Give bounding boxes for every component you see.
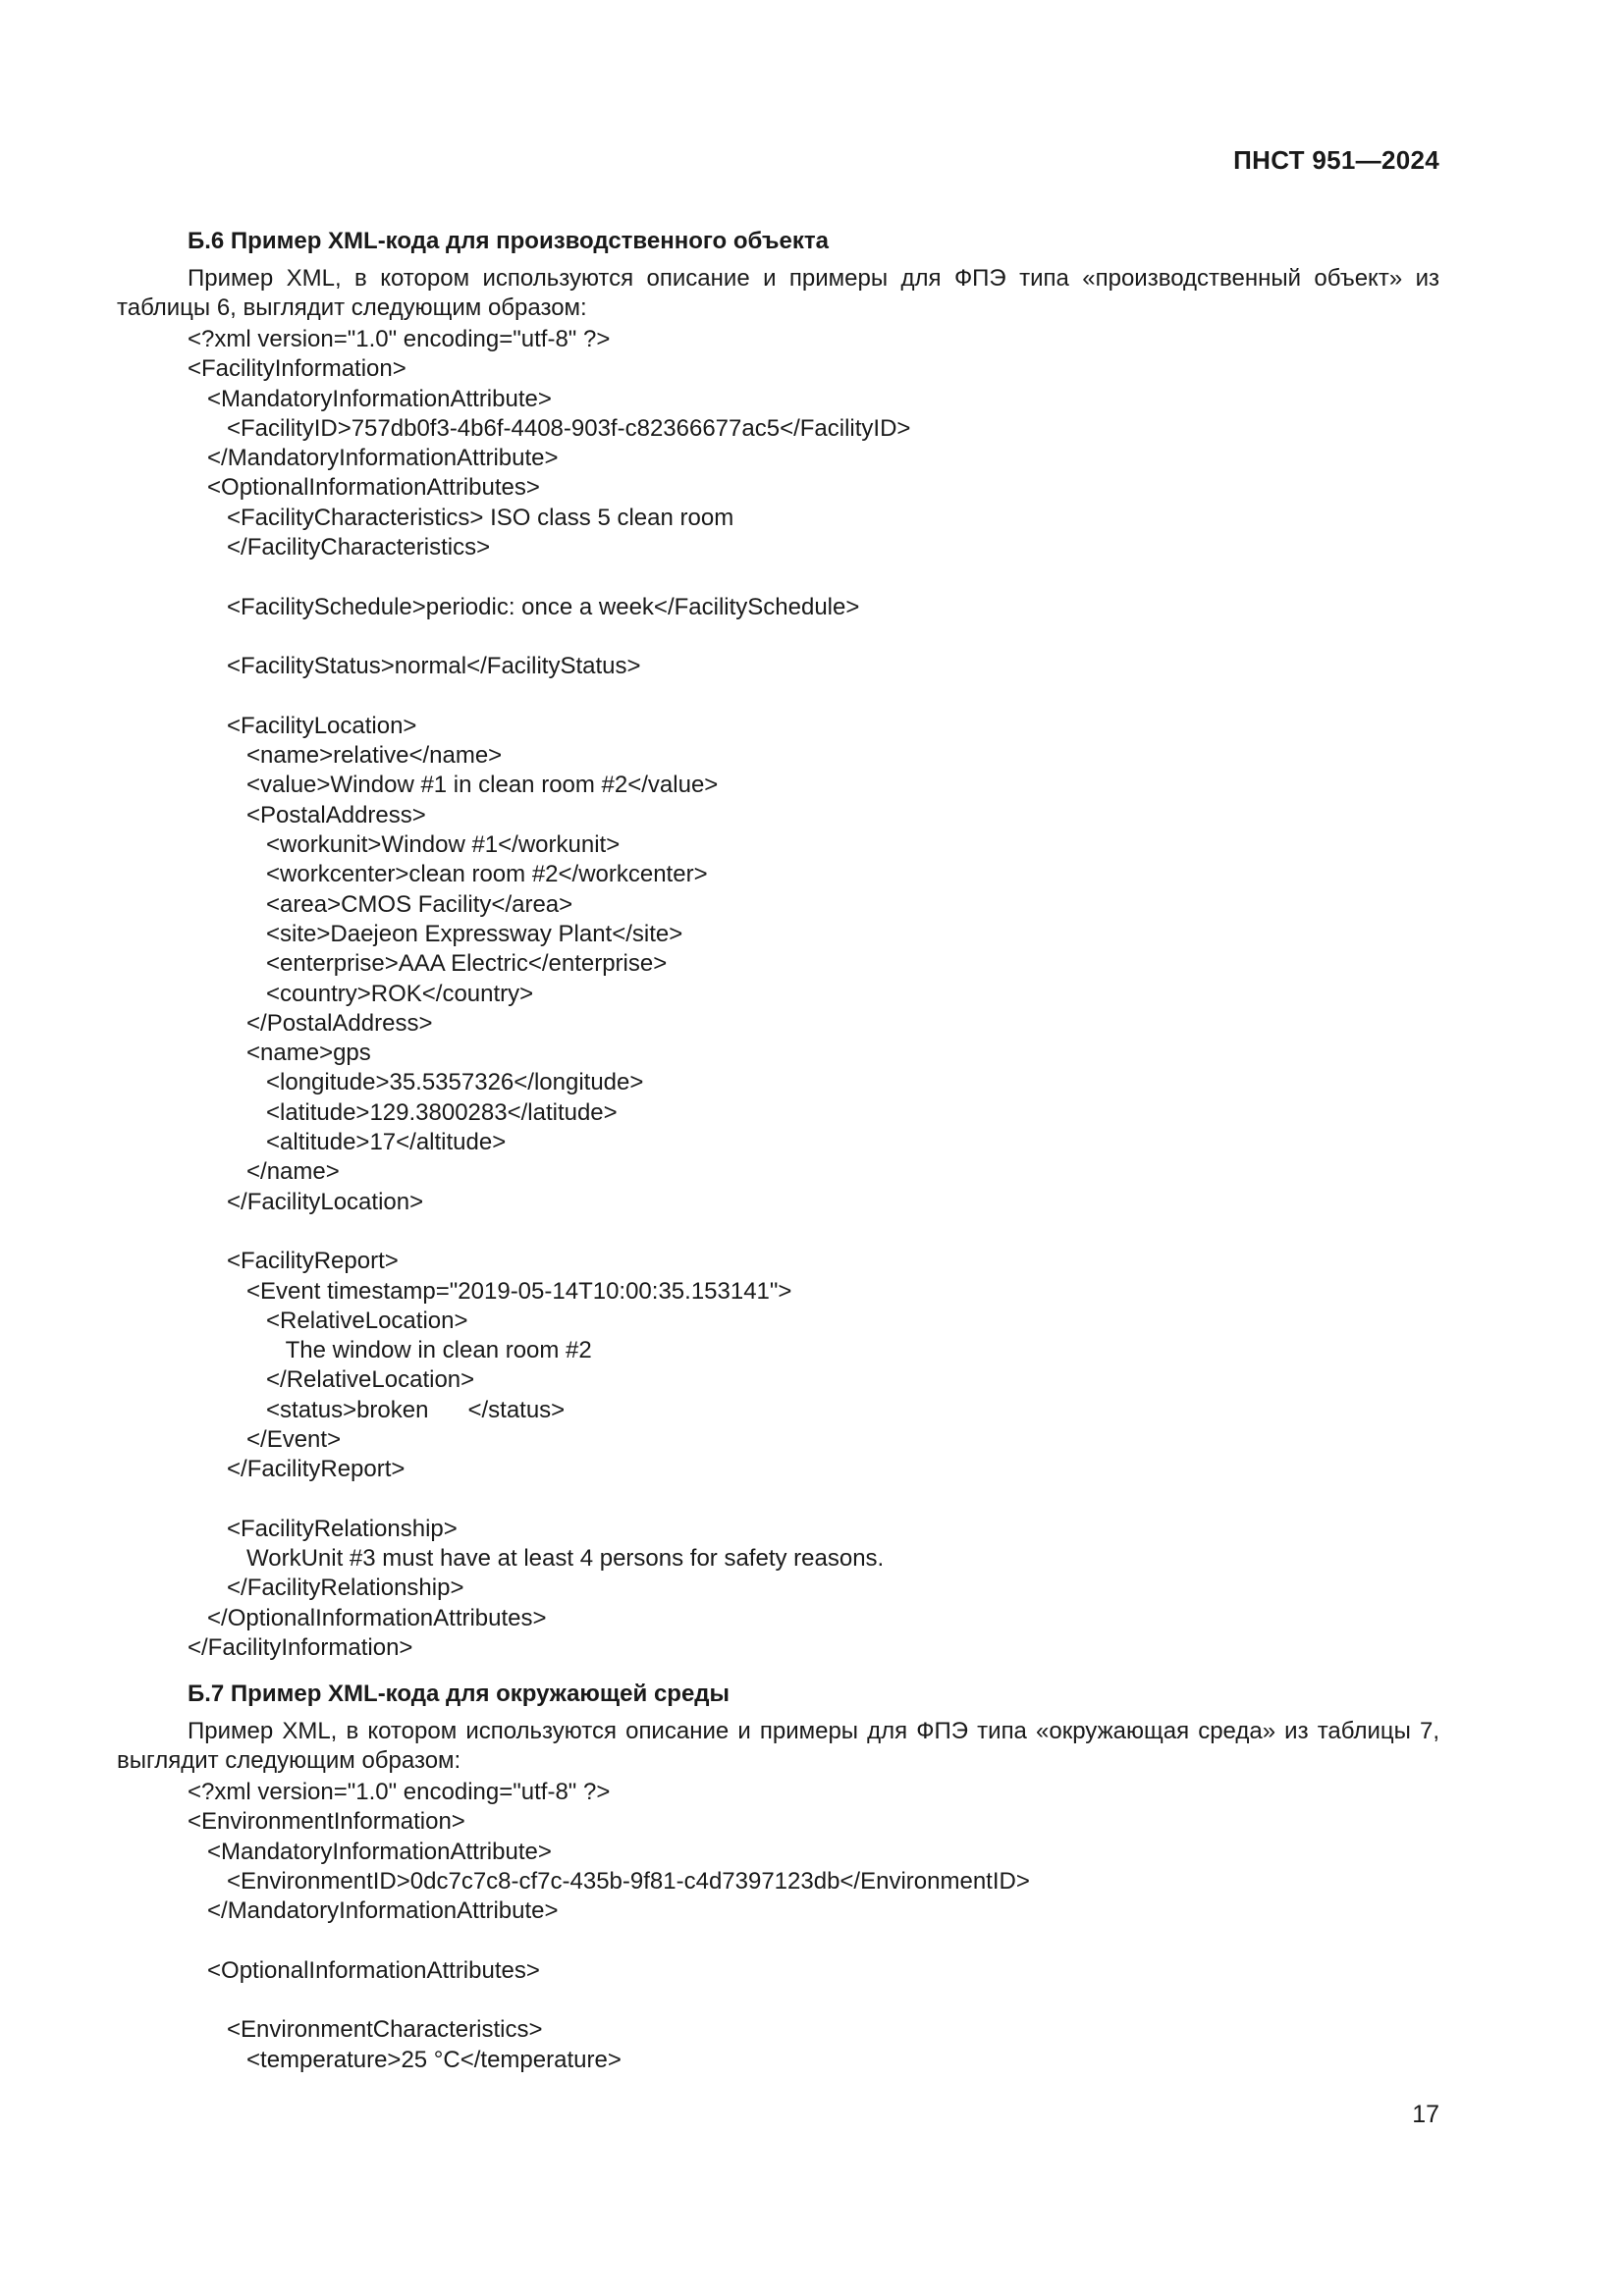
code-line: <Event timestamp="2019-05-14T10:00:35.153141"> [188,1277,792,1305]
code-line: <?xml version="1.0" encoding="utf-8" ?> [188,1779,611,1805]
code-line: <FacilityCharacteristics> ISO class 5 clean room [188,504,734,531]
code-line: <workunit>Window #1</workunit> [188,831,621,859]
section-b6-xml-code [188,325,910,1663]
code-line: </Event> [188,1425,342,1453]
section-b7-intro [117,1717,1439,1776]
section-b6-intro [117,264,1439,323]
section-b6-title: Б.6 Пример XML-кода для производственного объекта [188,228,829,254]
code-line [188,622,910,652]
code-line: </FacilityRelationship> [188,1575,464,1602]
code-line: <altitude>17</altitude> [188,1129,507,1156]
code-line [188,562,910,592]
code-line: <FacilitySchedule>periodic: once a week</FacilitySchedule> [188,593,860,620]
code-line: </FacilityInformation> [188,1634,413,1662]
code-line [188,1926,1030,1955]
code-line: The window in clean room #2 [188,1337,592,1364]
code-line: <MandatoryInformationAttribute> [188,385,552,412]
code-line: <FacilityRelationship> [188,1515,458,1542]
code-line: <OptionalInformationAttributes> [188,1956,540,1984]
code-line: <FacilityInformation> [188,355,406,383]
code-line: </MandatoryInformationAttribute> [188,1897,559,1925]
code-line: <RelativeLocation> [188,1307,468,1334]
code-line: </FacilityCharacteristics> [188,534,491,561]
code-line: <EnvironmentCharacteristics> [188,2016,543,2044]
code-line: </MandatoryInformationAttribute> [188,445,559,472]
code-line: <area>CMOS Facility</area> [188,890,573,918]
code-line: <workcenter>clean room #2</workcenter> [188,861,708,888]
code-line: <FacilityLocation> [188,712,417,739]
code-line: <country>ROK</country> [188,980,534,1007]
code-line [188,1217,910,1247]
code-line: <FacilityReport> [188,1248,399,1275]
code-line: <latitude>129.3800283</latitude> [188,1098,618,1126]
section-b7-title: Б.7 Пример XML-кода для окружающей среды [188,1681,731,1707]
code-line: <OptionalInformationAttributes> [188,474,540,502]
code-line: <value>Window #1 in clean room #2</value> [188,772,719,799]
code-line [188,1485,910,1515]
code-line: <name>relative</name> [188,742,503,770]
code-line: </name> [188,1158,340,1186]
code-line: <site>Daejeon Expressway Plant</site> [188,920,683,947]
code-line: <FacilityID>757db0f3-4b6f-4408-903f-c82366677ac5</FacilityID> [188,414,911,442]
standard-id-header: ПНСТ 951—2024 [1233,145,1439,175]
code-line: <EnvironmentID>0dc7c7c8-cf7c-435b-9f81-c4d7397123db</EnvironmentID> [188,1867,1030,1895]
code-line: </FacilityLocation> [188,1188,424,1215]
code-line: </OptionalInformationAttributes> [188,1604,547,1631]
code-line: </PostalAddress> [188,1009,433,1037]
code-line: <EnvironmentInformation> [188,1808,465,1836]
code-line: </RelativeLocation> [188,1366,475,1394]
code-line: </FacilityReport> [188,1456,406,1483]
code-line: <PostalAddress> [188,801,426,828]
section-b7-intro-text: Пример XML, в котором используются описание и примеры для ФПЭ типа «окружающая среда» из таблицы 7, выглядит следующим образом: [117,1718,1439,1774]
code-line [188,1986,1030,2015]
code-line: <enterprise>AAA Electric</enterprise> [188,950,668,978]
section-b7-xml-code [188,1778,1030,2075]
code-line: WorkUnit #3 must have at least 4 persons for safety reasons. [188,1545,885,1573]
code-line: <temperature>25 °C</temperature> [188,2046,622,2073]
code-line: <longitude>35.5357326</longitude> [188,1069,644,1096]
code-line: <FacilityStatus>normal</FacilityStatus> [188,653,641,680]
code-line: <MandatoryInformationAttribute> [188,1838,552,1865]
code-line: <status>broken </status> [188,1396,566,1423]
page-number: 17 [1412,2101,1439,2128]
code-line [188,682,910,712]
code-line: <?xml version="1.0" encoding="utf-8" ?> [188,326,611,352]
code-line: <name>gps [188,1040,371,1067]
section-b6-intro-text: Пример XML, в котором используются описание и примеры для ФПЭ типа «производственный объект» из таблицы 6, выглядит следующим образом: [117,265,1439,321]
